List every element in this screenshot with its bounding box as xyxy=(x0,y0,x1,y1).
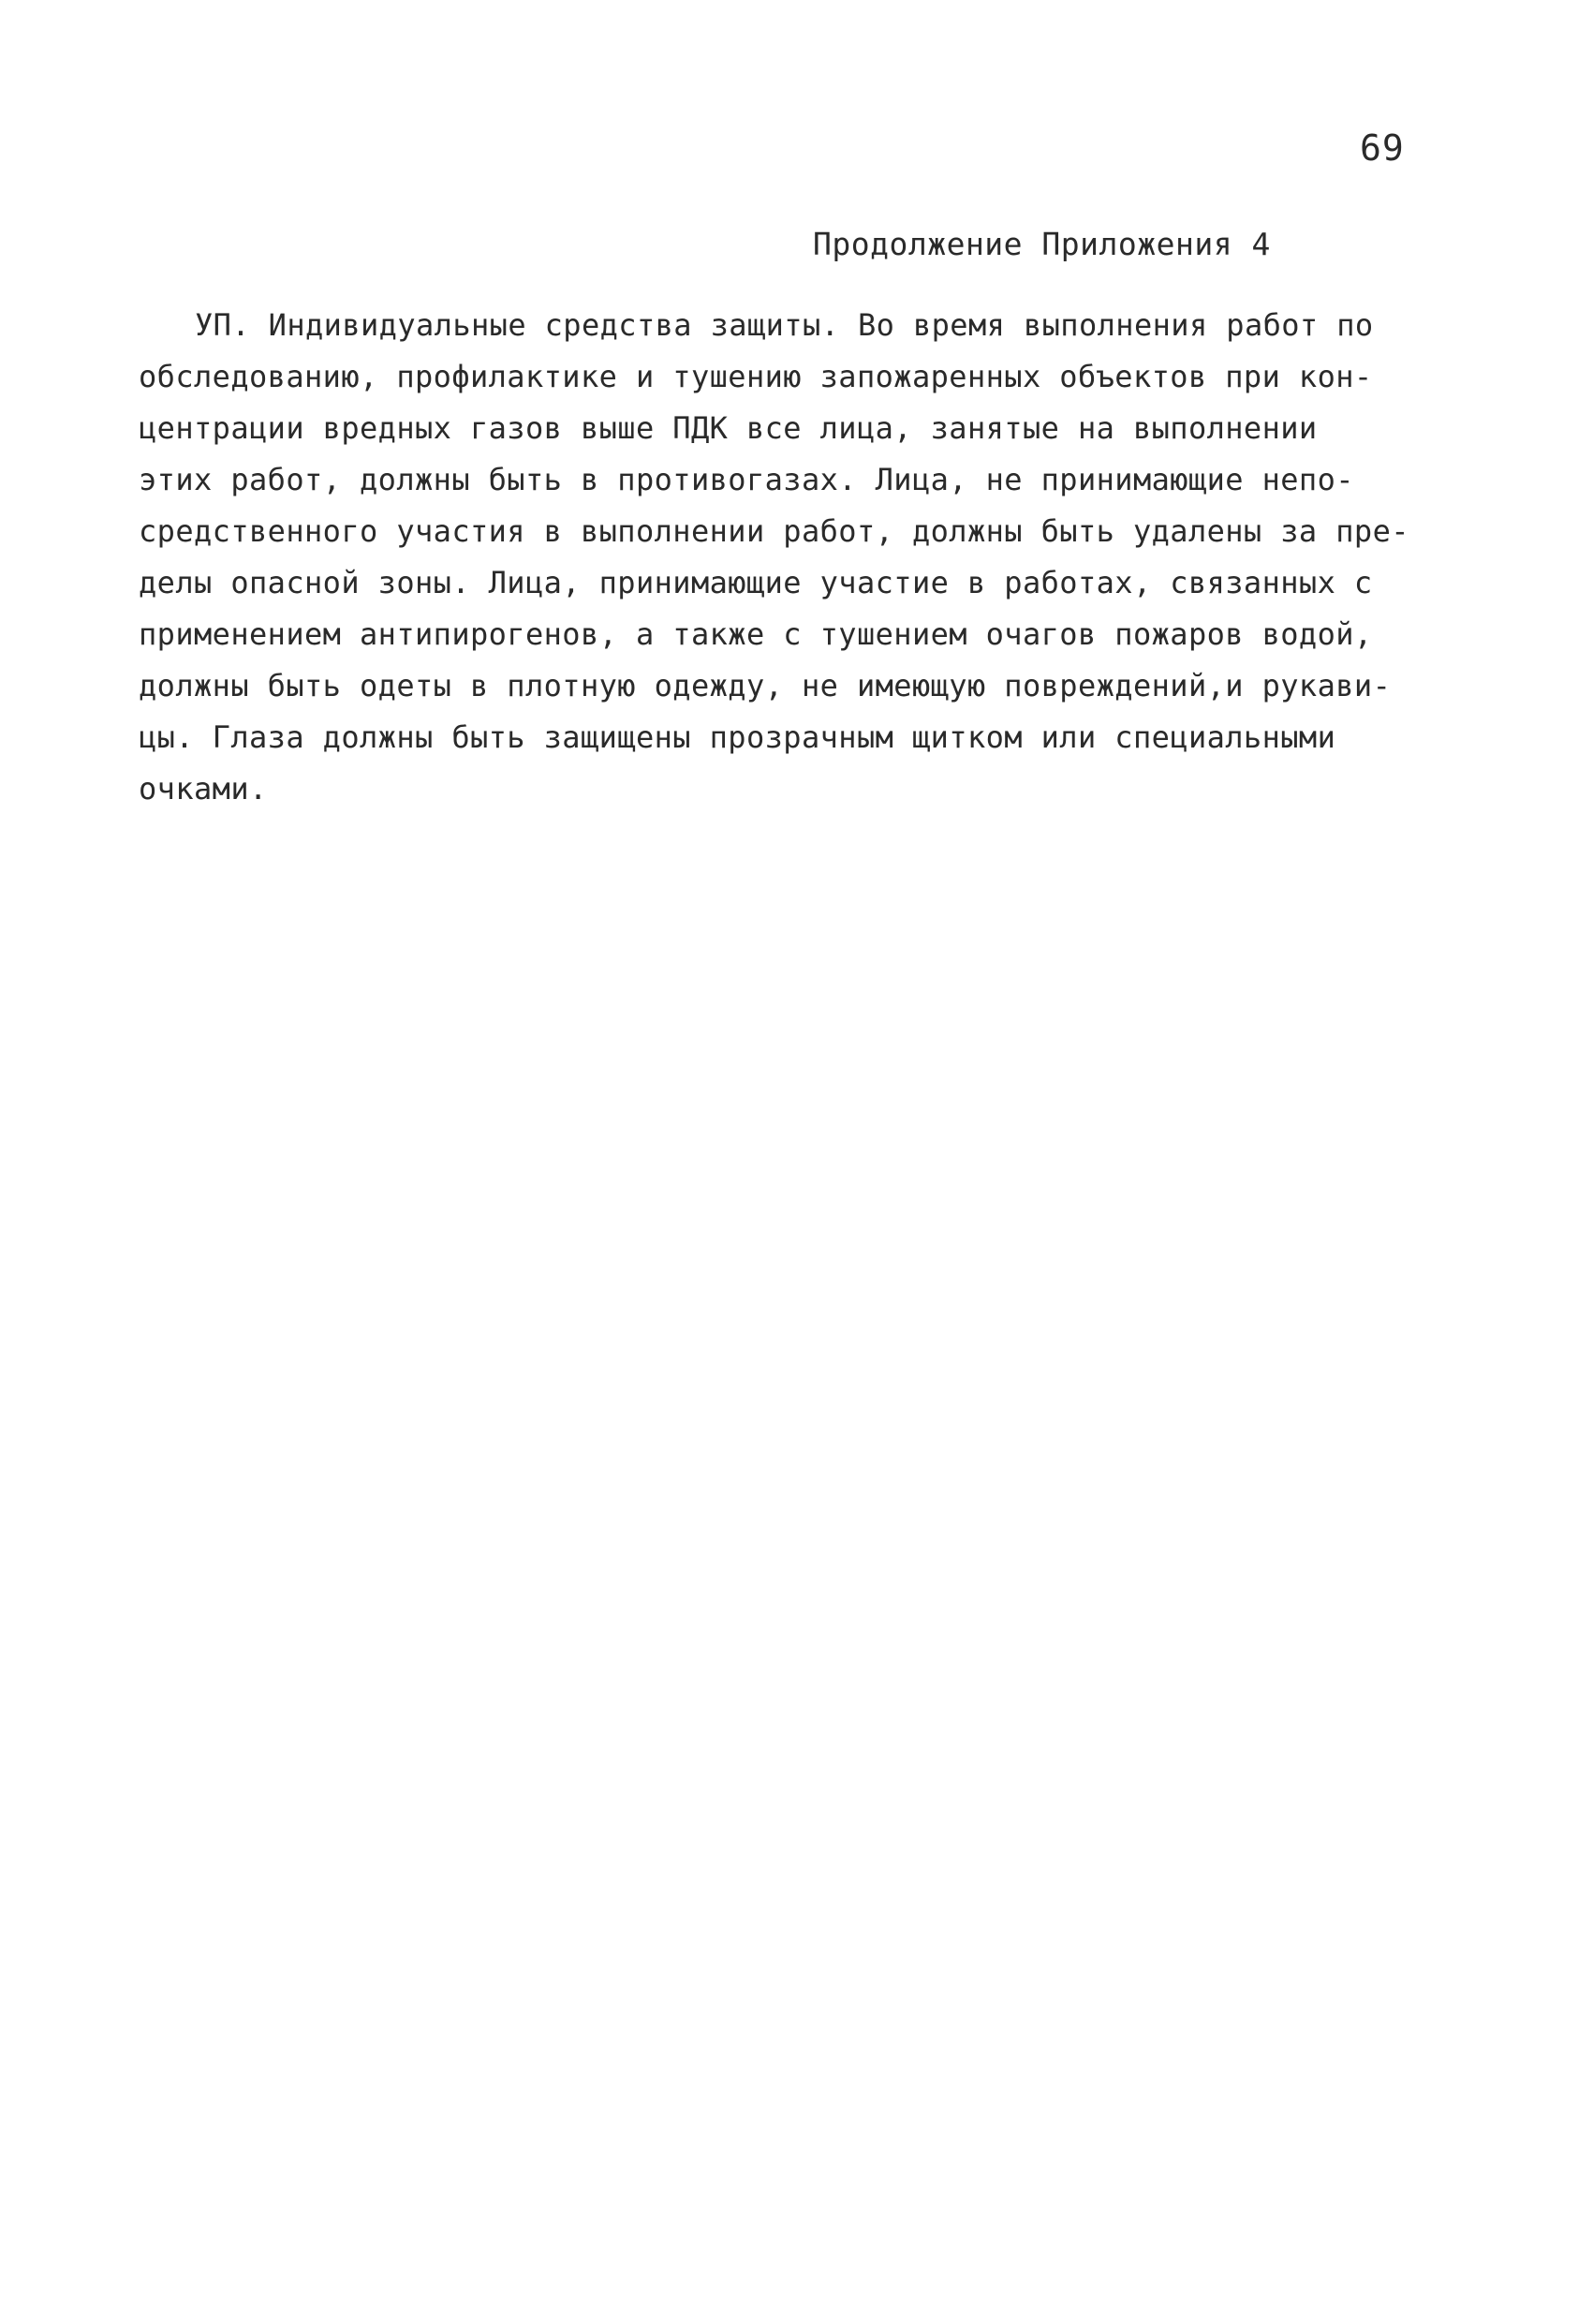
body-paragraph xyxy=(139,300,1468,815)
appendix-heading: Продолжение Приложения 4 xyxy=(813,226,1271,262)
paragraph-line: применением антипирогенов, а также с тушением очагов пожаров водой, xyxy=(139,616,1373,652)
paragraph-line: этих работ, должны быть в противогазах. Лица, не принимающие непо- xyxy=(139,462,1354,497)
paragraph-line: центрации вредных газов выше ПДК все лица, занятые на выполнении xyxy=(139,410,1318,446)
page-number: 69 xyxy=(1360,127,1405,169)
paragraph-line: должны быть одеты в плотную одежду, не имеющую повреждений,и рукави- xyxy=(139,668,1392,703)
paragraph-line: обследованию, профилактике и тушению запожаренных объектов при кон- xyxy=(139,359,1373,394)
paragraph-line: средственного участия в выполнении работ, должны быть удалены за пре- xyxy=(139,513,1409,549)
paragraph-line: цы. Глаза должны быть защищены прозрачным щитком или специальными xyxy=(139,719,1336,755)
paragraph-line: УП. Индивидуальные средства защиты. Во время выполнения работ по xyxy=(195,307,1374,343)
paragraph-line: делы опасной зоны. Лица, принимающие участие в работах, связанных с xyxy=(139,565,1373,600)
paragraph-line: очками. xyxy=(139,771,268,807)
